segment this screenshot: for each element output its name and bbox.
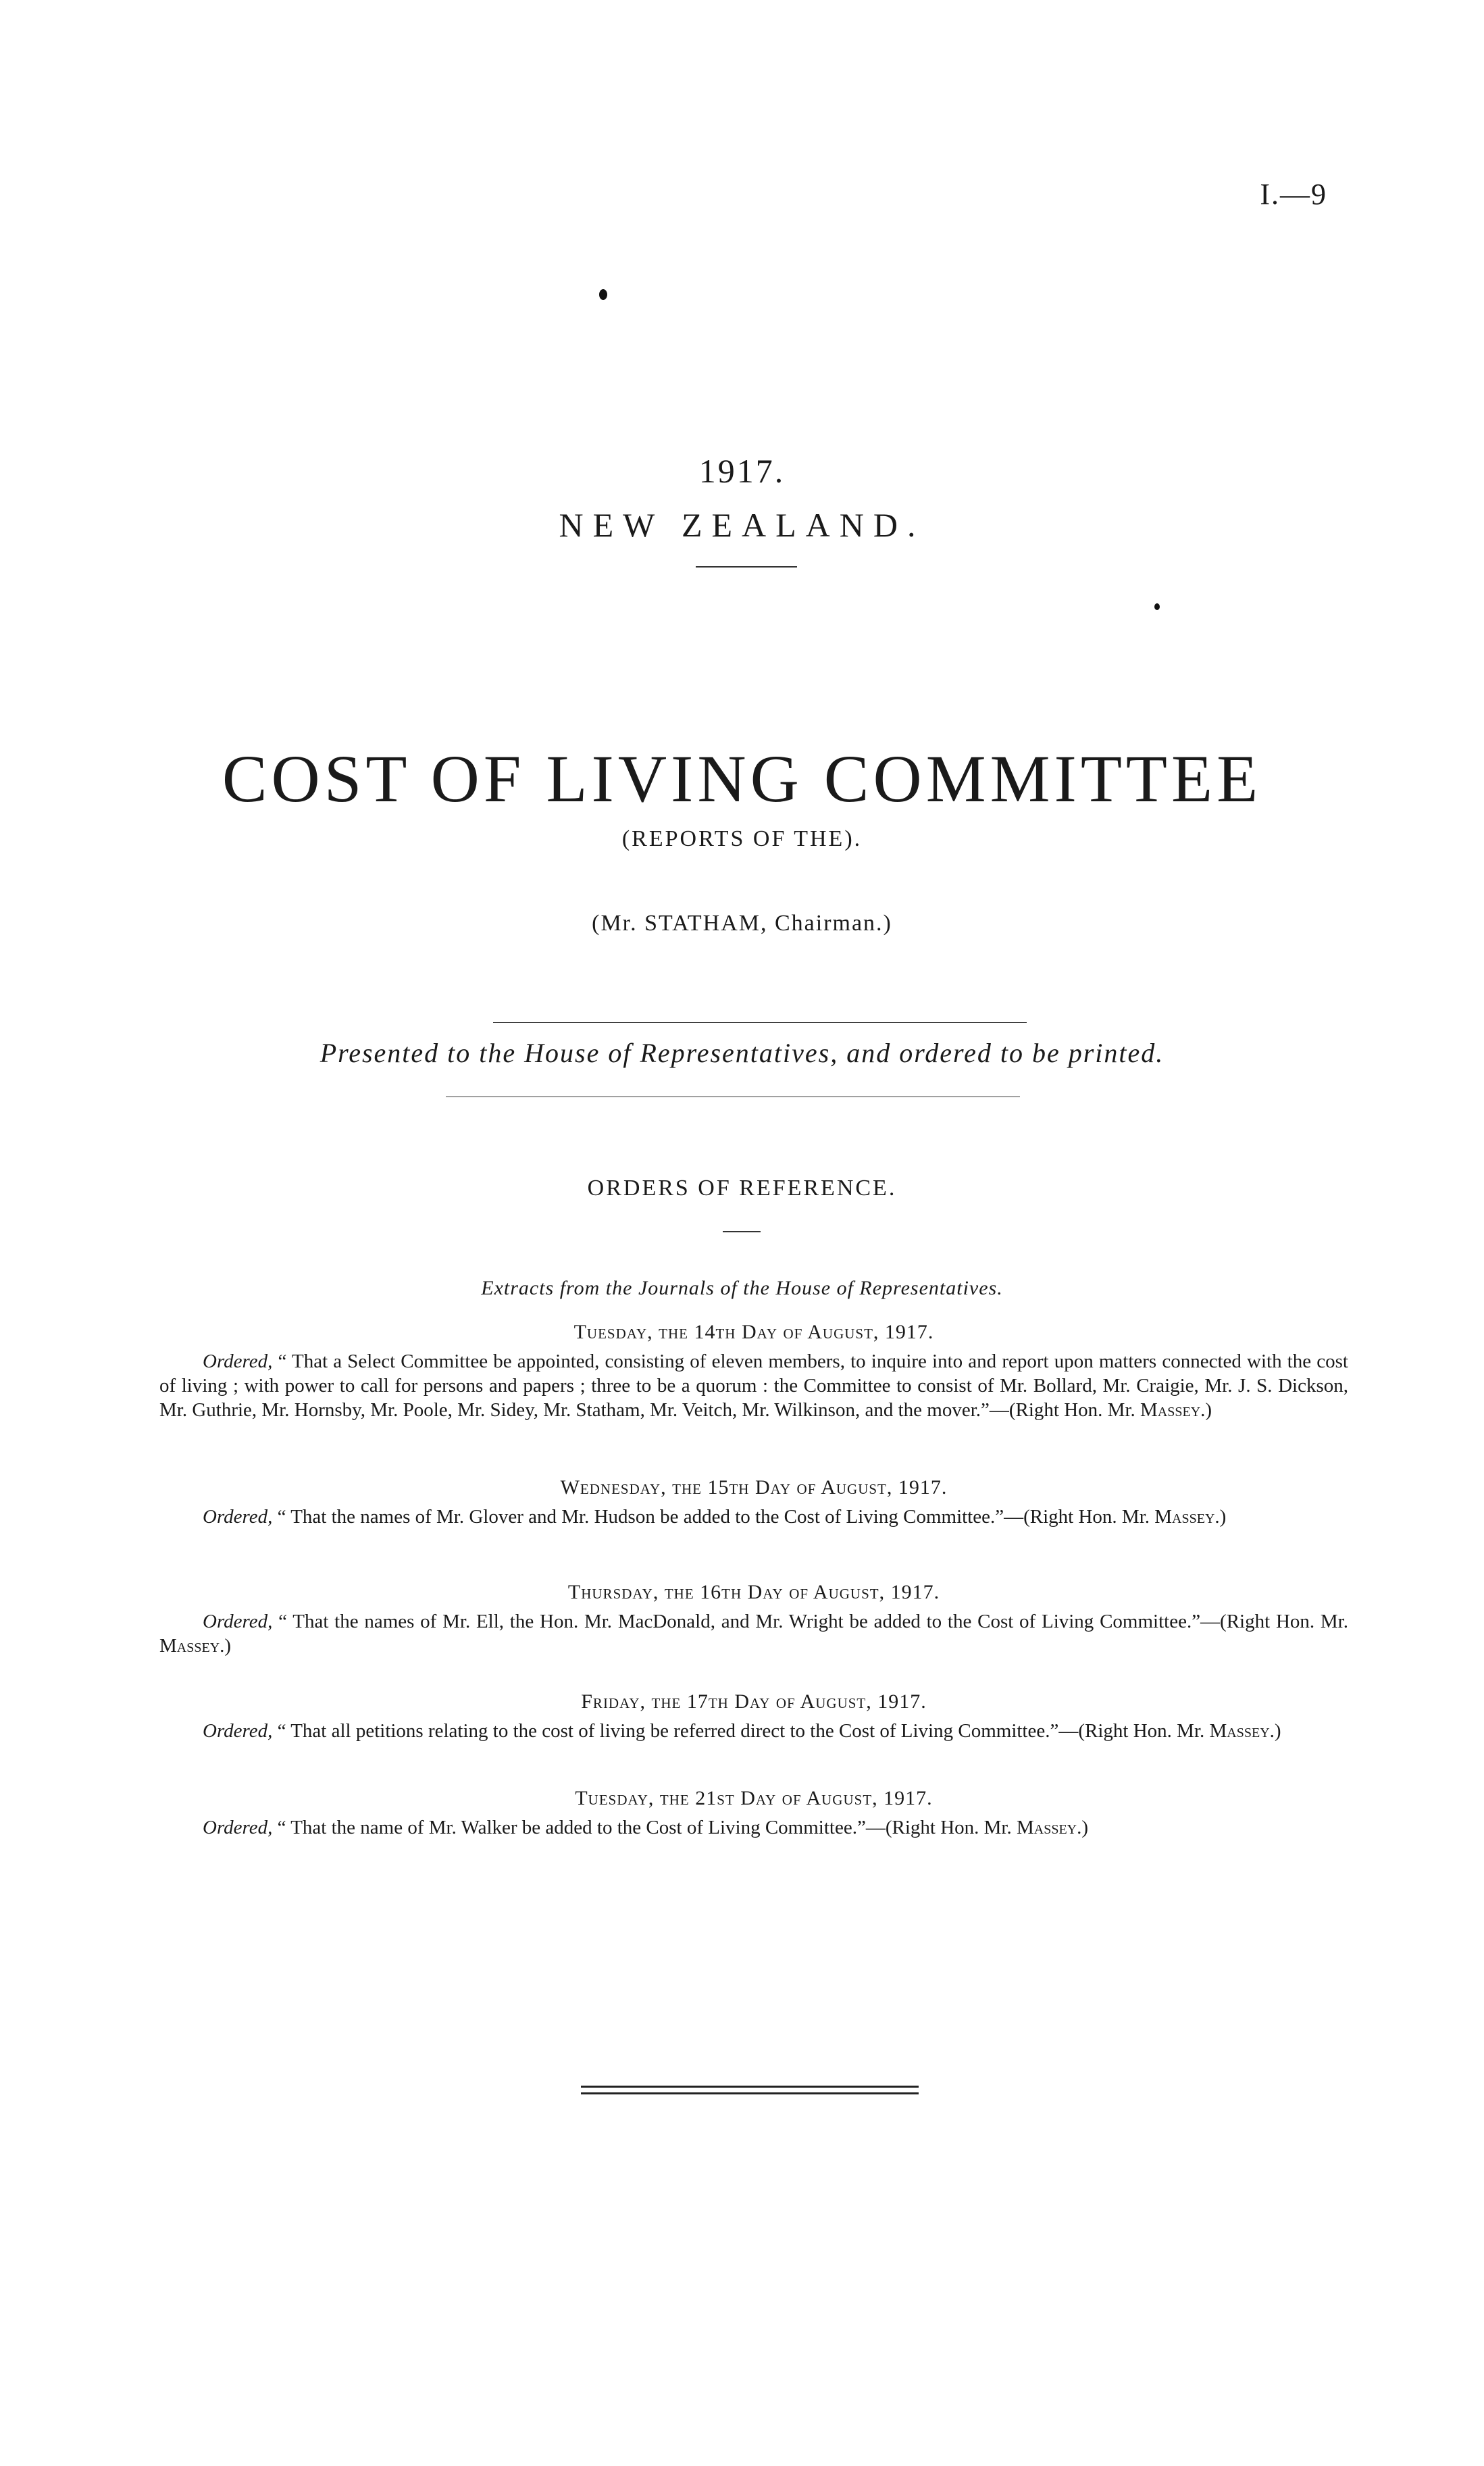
entry-date: Wednesday, the 15th Day of August, 1917. — [560, 1476, 948, 1499]
document-title: COST OF LIVING COMMITTEE — [222, 741, 1262, 816]
entry-text — [159, 1815, 1348, 1840]
chairman-line: (Mr. STATHAM, Chairman.) — [592, 911, 892, 936]
entry-mover: Massey — [1209, 1720, 1270, 1742]
entry-date: Friday, the 17th Day of August, 1917. — [581, 1690, 927, 1713]
entry-date: Thursday, the 16th Day of August, 1917. — [567, 1581, 940, 1603]
entry-body: “ That the names of Mr. Ell, the Hon. Mr. MacDonald, and Mr. Wright be added to the Cost of Living Committee.”—(Right Hon. Mr. — [272, 1611, 1348, 1632]
order-entry — [159, 1476, 1348, 1529]
entry-text — [159, 1609, 1348, 1658]
order-entry — [159, 1787, 1348, 1840]
order-entry — [159, 1690, 1348, 1743]
ink-speck — [1154, 603, 1160, 610]
ordered-label: Ordered, — [203, 1720, 273, 1742]
ordered-label: Ordered, — [203, 1506, 273, 1528]
ordered-label: Ordered, — [203, 1817, 273, 1838]
order-entry — [159, 1321, 1348, 1422]
document-year: 1917. — [698, 452, 786, 490]
entry-body: “ That the names of Mr. Glover and Mr. Hudson be added to the Cost of Living Committee.”—(Right Hon. Mr. — [272, 1506, 1155, 1528]
ordered-label: Ordered, — [203, 1611, 273, 1632]
entry-end: .) — [1200, 1399, 1212, 1421]
entry-body: “ That all petitions relating to the cost of living be referred direct to the Cost of Living Committee.”—(Right Hon. Mr. — [272, 1720, 1210, 1742]
entry-end: .) — [1269, 1720, 1281, 1742]
entry-mover: Massey — [1154, 1506, 1215, 1528]
divider-rule — [723, 1231, 761, 1232]
closing-rule — [581, 2092, 919, 2094]
entry-text — [159, 1505, 1348, 1529]
entry-end: .) — [1214, 1506, 1227, 1528]
entry-date: Tuesday, the 21st Day of August, 1917. — [575, 1787, 933, 1809]
presented-line: Presented to the House of Representatives, and ordered to be printed. — [319, 1038, 1165, 1068]
extracts-heading: Extracts from the Journals of the House of Representatives. — [481, 1277, 1003, 1299]
orders-of-reference-heading: ORDERS OF REFERENCE. — [587, 1176, 897, 1201]
entry-date: Tuesday, the 14th Day of August, 1917. — [573, 1321, 934, 1343]
country-heading: NEW ZEALAND. — [559, 506, 925, 544]
order-entry — [159, 1581, 1348, 1658]
divider-rule — [696, 566, 797, 568]
entry-body: “ That a Select Committee be appointed, consisting of eleven members, to inquire into and report upon matters connected with the cost of living ; with power to call for persons and papers ; three to be a quorum : the Committee to consist of Mr. Bollard, Mr. Craigie, Mr. J. S. Dickson, Mr. Guthrie, Mr. Hornsby, Mr. Poole, Mr. Sidey, Mr. Statham, Mr. Veitch, Mr. Wilkinson, and the mover.”—(Right Hon. Mr. — [159, 1351, 1348, 1421]
entry-mover: Massey — [1140, 1399, 1201, 1421]
entry-end: .) — [220, 1635, 232, 1657]
entry-mover: Massey — [159, 1635, 220, 1657]
page-reference: I.—9 — [1260, 178, 1327, 211]
ink-speck — [599, 289, 607, 300]
ordered-label: Ordered, — [203, 1351, 273, 1372]
divider-rule — [493, 1022, 1027, 1023]
entry-text — [159, 1349, 1348, 1422]
document-subtitle: (REPORTS OF THE). — [621, 826, 863, 851]
closing-rule — [581, 2086, 919, 2088]
entry-body: “ That the name of Mr. Walker be added to the Cost of Living Committee.”—(Right Hon. Mr. — [272, 1817, 1017, 1838]
entry-text — [159, 1719, 1348, 1743]
entry-end: .) — [1077, 1817, 1089, 1838]
entry-mover: Massey — [1016, 1817, 1077, 1838]
